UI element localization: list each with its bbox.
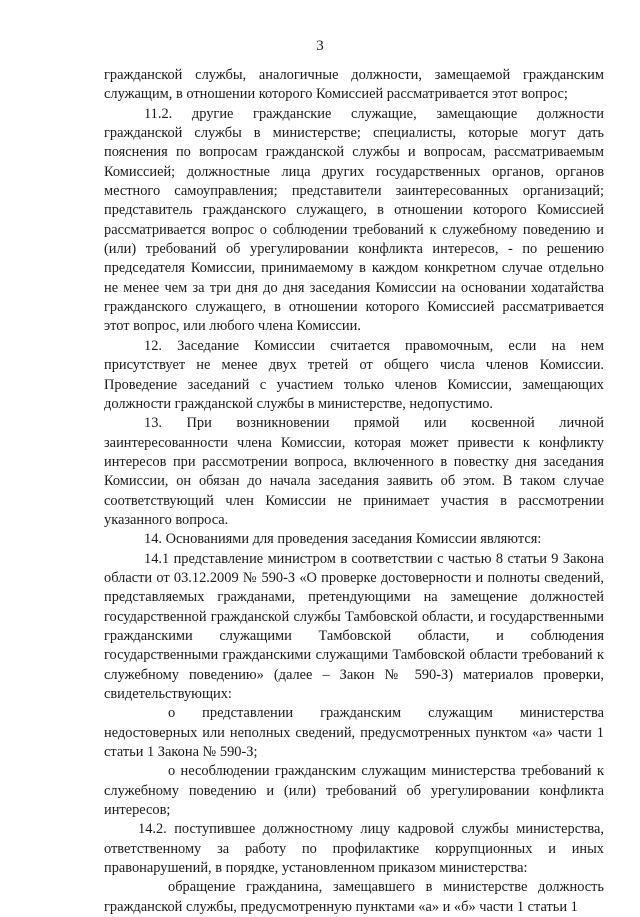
paragraph-14-2: 14.2. поступившее должностному лицу кадровой службы министерства, ответственному за работу по профилактике коррупционных и иных правонарушений, в порядке, установленном приказом министерства: — [104, 821, 604, 877]
paragraph-continuation: гражданской службы, аналогичные должности, замещаемой гражданским служащим, в отношении которого Комиссией рассматривается этот вопрос; — [104, 67, 604, 103]
paragraph-12: 12. Заседание Комиссии считается правомочным, если на нем присутствует не менее двух третей от общего числа членов Комиссии. Проведение заседаний с участием только членов Комиссии, замещающих должности гражданской службы в министерстве, недопустимо. — [104, 337, 604, 412]
paragraph-14: 14. Основаниями для проведения заседания Комиссии являются: — [144, 531, 542, 548]
paragraph-14-1: 14.1 представление министром в соответствии с частью 8 статьи 9 Закона области от 03.12.2009 № 590-З «О проверке достоверности и полноты сведений, представляемых гражданами, претендующими на замещение должностей государственной гражданской службы Тамбовской области, и государственными гражданскими служащими Тамбовской области, и соблюдения государственными гражданскими служащими Тамбовской области требований к служебному поведению» (далее – Закон № 590-З) материалов проверки, свидетельствующих: — [104, 550, 604, 702]
list-item-unreliable-info: о представлении гражданским служащим министерства недостоверных или неполных сведений, предусмотренных пунктом «а» части 1 статьи 1 Закона № 590-З; — [104, 705, 604, 761]
page-number: 3 — [316, 38, 324, 54]
document-body — [104, 66, 604, 917]
list-item-citizen-appeal: обращение гражданина, замещавшего в министерстве должность гражданской службы, предусмотренную пунктами «а» и «б» части 1 статьи 1 — [104, 879, 604, 915]
paragraph-13: 13. При возникновении прямой или косвенной личной заинтересованности члена Комиссии, которая может привести к конфликту интересов при рассмотрении вопроса, включенного в повестку дня заседания Комиссии, он обязан до начала заседания заявить об этом. В таком случае соответствующий член Комиссии не принимает участия в рассмотрении указанного вопроса. — [104, 415, 604, 528]
paragraph-11-2: 11.2. другие гражданские служащие, замещающие должности гражданской службы в министерстве; специалисты, которые могут дать пояснения по вопросам гражданской службы и вопросам, рассматриваемым Комиссией; должностные лица других государственных органов, органов местного самоуправления; представители заинтересованных организаций; представитель гражданского служащего, в отношении которого Комиссией рассматривается вопрос о соблюдении требований к служебному поведению и (или) требований об урегулировании конфликта интересов, - по решению председателя Комиссии, принимаемому в каждом конкретном случае отдельно не менее чем за три дня до дня заседания Комиссии на основании ходатайства гражданского служащего, в отношении которого Комиссией рассматривается этот вопрос, или любого члена Комиссии. — [104, 105, 604, 335]
list-item-non-compliance: о несоблюдении гражданским служащим министерства требований к служебному поведению и (или) требований об урегулировании конфликта интересов; — [104, 763, 604, 819]
